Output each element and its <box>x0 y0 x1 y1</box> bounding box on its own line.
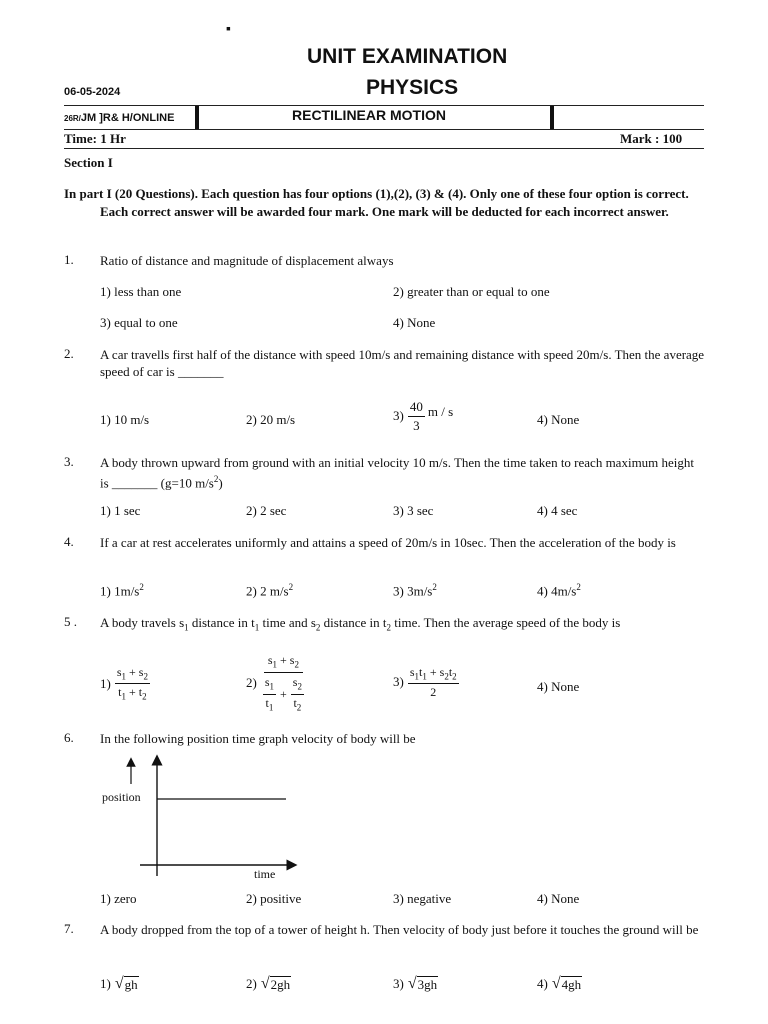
sym-sub: 2 <box>142 691 147 702</box>
q5-text-part: time and s <box>259 615 316 630</box>
sym-sub: 2 <box>297 681 302 692</box>
sqrt-icon: √ <box>407 975 417 992</box>
mark-label: Mark : 100 <box>620 131 683 146</box>
q5-text-sub: 1 <box>254 622 260 633</box>
q5-text-part: distance in t <box>188 615 255 630</box>
time-label: Time: 1 Hr <box>64 131 126 146</box>
q4-option-2-text: 2) 2 m/s <box>246 583 289 599</box>
q4-option-4-text: 4) 4m/s <box>537 583 577 599</box>
q2-number: 2. <box>64 346 74 361</box>
q5-option-2-label: 2) <box>246 675 257 691</box>
q3-option-1: 1) 1 sec <box>100 503 141 518</box>
q3-option-4: 4) 4 sec <box>537 503 578 518</box>
graph-x-label: time <box>254 867 276 881</box>
q6-option-4: 4) None <box>537 891 580 906</box>
sym-s: s <box>138 665 144 679</box>
q7-option-1-label: 1) <box>100 976 111 991</box>
q5-option-3-numerator <box>408 666 459 684</box>
q5-option-2-sub-fraction-1 <box>263 676 276 712</box>
q3-text-main: A body thrown upward from ground with an initial velocity 10 m/s. Then the time taken to reach maximum height is _______ (g=10 m/s <box>100 455 695 491</box>
q5-sub1-num <box>263 676 276 694</box>
sym-s: s <box>267 653 273 667</box>
q1-option-2: 2) greater than or equal to one <box>393 284 550 299</box>
q2-option-3-label: 3) <box>393 408 404 423</box>
header-divider-right <box>550 106 554 129</box>
q1-text: Ratio of distance and magnitude of displacement always <box>100 253 394 268</box>
q5-option-1-denominator <box>116 684 148 701</box>
sym-t: t <box>419 665 423 679</box>
q5-sub1-den <box>264 695 276 712</box>
sym-sub: 1 <box>414 671 420 682</box>
q5-option-2-numerator <box>264 654 303 673</box>
q7-option-1-radicand: gh <box>124 977 138 992</box>
q5-option-1-numerator <box>115 666 150 684</box>
q4-option-1-text: 1) 1m/s <box>100 583 140 599</box>
sqrt-icon: √ <box>260 975 270 992</box>
q7-text: A body dropped from the top of a tower of height h. Then velocity of body just before it touches the ground will be <box>100 922 699 937</box>
sym-t: t <box>293 695 297 710</box>
q5-option-2-denominator <box>261 673 306 712</box>
q6-option-1: 1) zero <box>100 891 137 906</box>
topic-title: RECTILINEAR MOTION <box>292 107 446 123</box>
q5-option-4: 4) None <box>537 679 580 694</box>
sym-sub: 1 <box>269 681 275 692</box>
q3-number: 3. <box>64 454 74 469</box>
sym-t: t <box>448 665 453 679</box>
sym-s: s <box>409 665 415 679</box>
q7-option-2-sqrt <box>261 976 291 992</box>
header-dot: ▪ <box>226 22 231 37</box>
q1-option-4: 4) None <box>393 315 436 330</box>
sym-plus: + <box>129 685 136 700</box>
q5-text-part: time. Then the average speed of the body is <box>390 615 621 630</box>
q4-text: If a car at rest accelerates uniformly and attains a speed of 20m/s in 10sec. Then the acceleration of the body is <box>100 535 676 550</box>
sym-s: s <box>264 675 270 690</box>
q6-option-2: 2) positive <box>246 891 302 906</box>
sym-plus: + <box>280 687 287 702</box>
sym-sub: 1 <box>268 702 274 713</box>
q5-text-part: distance in t <box>320 615 387 630</box>
q5-text-part: A body travels s <box>100 615 185 630</box>
exam-title: UNIT EXAMINATION <box>307 45 508 68</box>
q4-option-4 <box>537 582 581 599</box>
batch-prefix: 26R/ <box>64 114 81 123</box>
q4-option-3-text: 3) 3m/s <box>393 583 433 599</box>
q7-option-4 <box>537 976 582 992</box>
q2-option-4: 4) None <box>537 412 580 427</box>
q5-option-3-denominator: 2 <box>430 685 437 700</box>
q7-option-4-label: 4) <box>537 976 548 991</box>
sym-sub: 1 <box>121 671 127 682</box>
sym-t: t <box>138 685 143 700</box>
q3-text <box>100 454 705 491</box>
section-instruction: In part I (20 Questions). Each question has four options (1),(2), (3) & (4). Only one of these four option is correct. Each correct answer will be awarded four mark. One mark will be deducted for each incorrect answer. <box>64 186 689 219</box>
batch-main: JM ]R& H/ONLINE <box>80 112 175 124</box>
q7-option-3-radicand: 3gh <box>417 977 438 992</box>
batch-code <box>64 112 174 124</box>
q5-option-3 <box>393 666 459 698</box>
q7-option-3-label: 3) <box>393 976 404 991</box>
sym-sub: 2 <box>294 659 299 670</box>
q5-option-3-fraction <box>408 666 459 698</box>
q6-number: 6. <box>64 730 74 745</box>
q5-text-sub: 2 <box>386 622 391 633</box>
sym-s: s <box>116 665 122 679</box>
q4-option-2 <box>246 582 293 599</box>
q3-text-sup: 2 <box>213 474 219 484</box>
q5-sub2-den <box>291 695 303 712</box>
sym-sub: 2 <box>444 671 449 682</box>
q4-option-1-sup: 2 <box>139 582 144 592</box>
q5-option-3-label: 3) <box>393 674 404 690</box>
q3-option-3: 3) 3 sec <box>393 503 434 518</box>
q1-number: 1. <box>64 252 74 267</box>
q5-text-sub: 1 <box>184 622 189 633</box>
exam-date: 06-05-2024 <box>64 86 121 98</box>
sym-plus: + <box>280 653 287 667</box>
section-title: Section I <box>64 155 113 170</box>
q4-number: 4. <box>64 534 74 549</box>
q1-option-3: 3) equal to one <box>100 315 178 330</box>
q5-option-1 <box>100 666 150 702</box>
q5-option-2 <box>246 654 306 712</box>
q4-option-2-sup: 2 <box>288 582 294 592</box>
q7-option-4-radicand: 4gh <box>561 977 582 992</box>
subject-title: PHYSICS <box>366 76 459 99</box>
q7-option-4-sqrt <box>552 976 582 992</box>
q4-option-3 <box>393 582 437 599</box>
sym-plus: + <box>129 665 136 679</box>
q4-option-1 <box>100 582 144 599</box>
sym-sub: 1 <box>121 691 127 702</box>
sym-sub: 2 <box>143 671 148 682</box>
sym-t: t <box>265 695 269 710</box>
q5-text-sub: 2 <box>315 622 321 633</box>
sym-plus: + <box>429 665 437 679</box>
header-rule-bottom <box>64 148 704 149</box>
sym-sub: 2 <box>452 671 457 682</box>
q5-number: 5 . <box>64 614 77 629</box>
q7-option-1-sqrt <box>115 976 139 992</box>
q5-option-1-label: 1) <box>100 675 111 691</box>
sym-s: s <box>292 675 298 690</box>
sqrt-icon: √ <box>114 975 124 992</box>
q2-option-1: 1) 10 m/s <box>100 412 150 427</box>
sym-sub: 2 <box>296 702 302 713</box>
q4-option-3-sup: 2 <box>432 582 437 592</box>
header-divider-left <box>195 106 199 129</box>
sym-s: s <box>289 653 295 667</box>
sqrt-icon: √ <box>551 975 561 992</box>
q7-option-2 <box>246 976 291 992</box>
header-rule-top <box>64 105 704 106</box>
q4-option-4-sup: 2 <box>576 582 581 592</box>
q5-sub2-num <box>291 676 304 694</box>
q3-option-2: 2) 2 sec <box>246 503 287 518</box>
q5-option-1-fraction <box>115 666 150 702</box>
q2-option-3 <box>393 400 453 432</box>
q5-text <box>100 614 705 637</box>
q7-number: 7. <box>64 921 74 936</box>
sym-sub: 1 <box>422 671 427 682</box>
q5-option-2-fraction <box>261 654 306 712</box>
q2-option-3-fraction <box>408 400 425 432</box>
position-time-graph <box>96 752 306 886</box>
q2-option-3-denominator: 3 <box>413 418 420 433</box>
sym-s: s <box>439 665 445 679</box>
q7-option-3 <box>393 976 438 992</box>
q7-option-2-label: 2) <box>246 976 257 991</box>
q6-text: In the following position time graph velocity of body will be <box>100 731 416 746</box>
graph-y-label: position <box>102 790 141 804</box>
q2-text: A car travells first half of the distance with speed 10m/s and remaining distance with speed 20m/s. Then the average speed of car is _______ <box>100 347 705 379</box>
q7-option-1 <box>100 976 139 992</box>
q2-option-2: 2) 20 m/s <box>246 412 296 427</box>
q2-option-3-numerator: 40 <box>408 400 425 417</box>
header-rule-mid <box>64 129 704 130</box>
q3-text-end: ) <box>218 475 223 491</box>
q6-option-3: 3) negative <box>393 891 452 906</box>
q2-option-3-unit: m / s <box>427 404 454 419</box>
q5-option-2-sub-fraction-2 <box>291 676 304 712</box>
sym-t: t <box>118 685 122 700</box>
q1-option-1: 1) less than one <box>100 284 182 299</box>
q7-option-2-radicand: 2gh <box>270 977 291 992</box>
q7-option-3-sqrt <box>408 976 438 992</box>
sym-sub: 1 <box>272 659 278 670</box>
